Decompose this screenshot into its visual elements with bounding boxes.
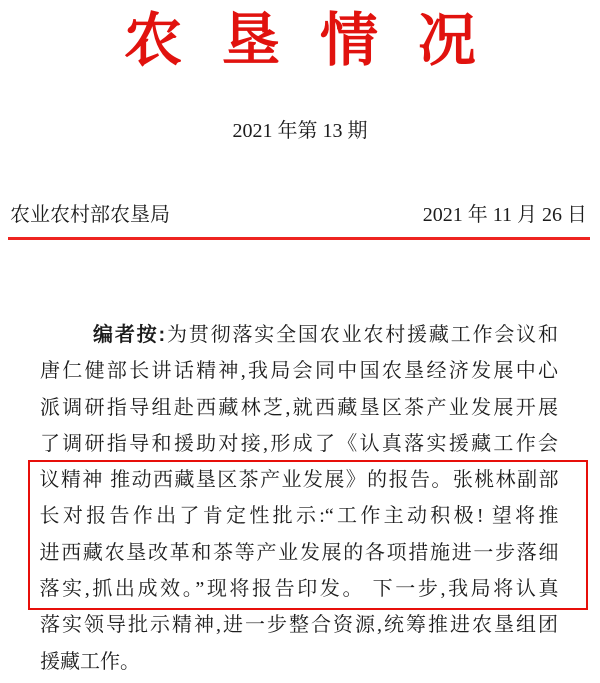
body-line-9: 落实领导批示精神,进一步整合资源,统筹推进农垦组团 <box>40 614 558 637</box>
document-header <box>10 202 587 228</box>
body-line-7: 进西藏农垦改革和茶等产业发展的各项措施进一步落细 <box>39 541 559 564</box>
editor-note-label: 编者按: <box>93 324 166 346</box>
issue-date: 2021 年 11 月 26 日 <box>422 204 587 226</box>
issue-number: 2021 年第 13 期 <box>232 120 368 142</box>
body-line-10: 援藏工作。 <box>40 650 140 673</box>
masthead-title: 农垦情况 <box>123 8 516 73</box>
body-line-2: 唐仁健部长讲话精神,我局会同中国农垦经济发展中心 <box>40 360 558 383</box>
document-body <box>40 317 558 680</box>
body-line-8: 落实,抓出成效。”现将报告印发。 下一步,我局将认真 <box>39 578 559 601</box>
body-line-5: 议精神 推动西藏垦区茶产业发展》的报告。张桃林副部 <box>39 469 559 492</box>
body-line-6: 长对报告作出了肯定性批示:“工作主动积极! 望将推 <box>39 505 559 528</box>
body-line-1 <box>40 317 558 353</box>
header-divider-rule <box>8 237 590 240</box>
highlight-box <box>28 460 588 610</box>
body-line-1-text: 为贯彻落实全国农业农村援藏工作会议和 <box>165 324 558 346</box>
body-line-3: 派调研指导组赴西藏林芝,就西藏垦区茶产业发展开展 <box>40 396 558 419</box>
issuing-organization: 农业农村部农垦局 <box>10 204 170 226</box>
body-line-4: 了调研指导和援助对接,形成了《认真落实援藏工作会 <box>40 433 558 456</box>
